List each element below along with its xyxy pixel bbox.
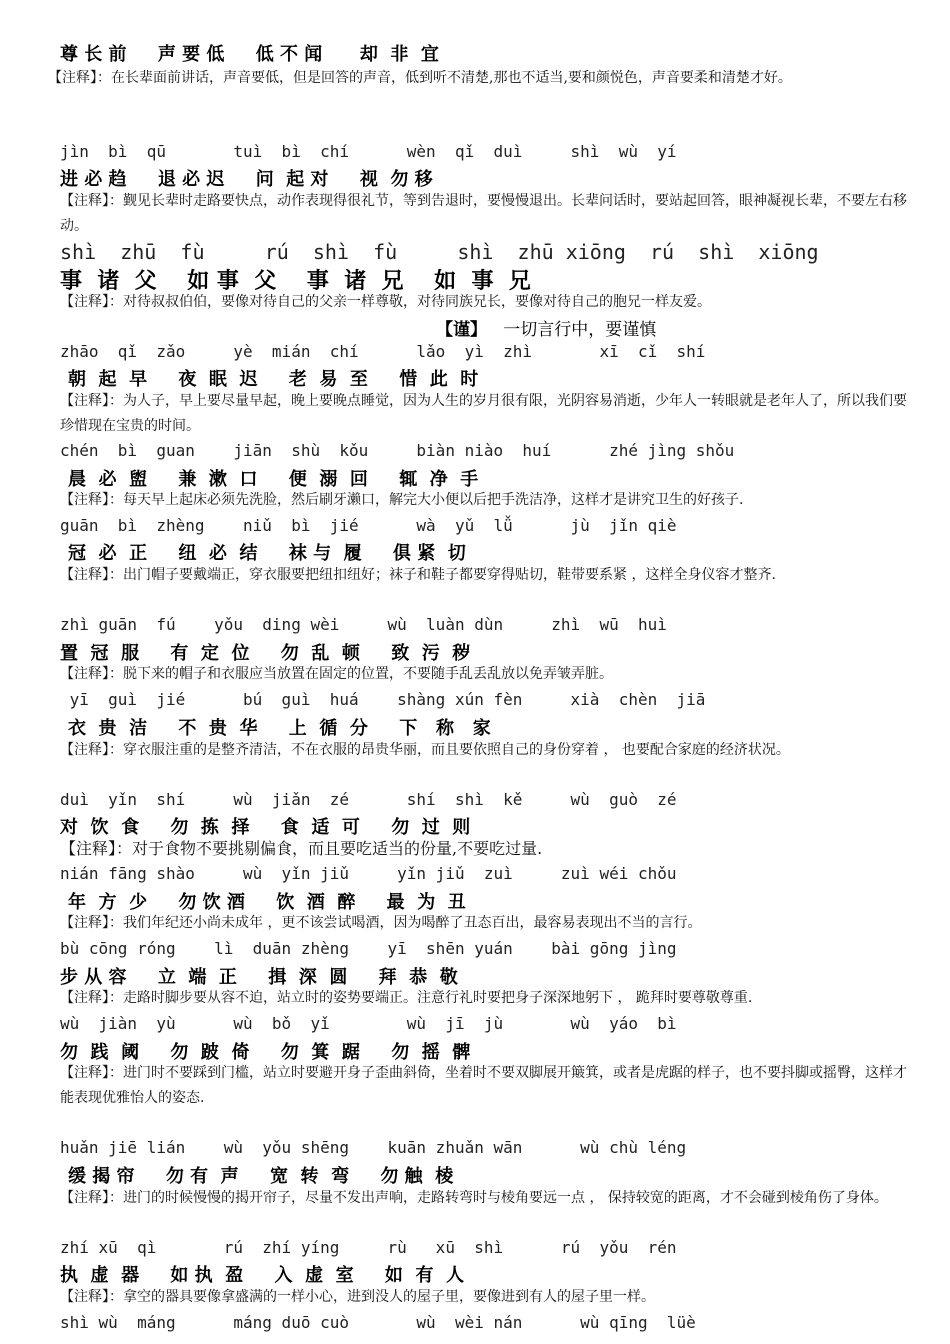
verse-hanzi-line: 尊 长 前 声 要 低 低 不 闻 却 非 宜 bbox=[60, 44, 439, 65]
section-heading-text: 一切言行中，要谨慎 bbox=[503, 320, 657, 340]
verse-pinyin-line: zhāo qǐ zǎo yè mián chí lǎo yì zhì xī cǐ shí bbox=[60, 342, 706, 361]
verse-hanzi-line: 步 从 容 立 端 正 揖 深 圆 拜 恭 敬 bbox=[60, 967, 458, 988]
annotation-text: 【注释】：进门时不要踩到门槛，站立时要避开身子歪曲斜倚，坐着时不要双脚展开簸箕，或者是虎踞的样子，也不要抖脚或摇臀，这样才能表现优雅怡人的姿态. bbox=[60, 1065, 907, 1106]
annotation-text: 【注释】：觐见长辈时走路要快点，动作表现得很礼节，等到告退时，要慢慢退出。长辈问话时，要站起回答，眼神凝视长辈，不要左右移动。 bbox=[60, 193, 907, 234]
verse-pinyin-line: zhì guān fú yǒu ding wèi wù luàn dùn zhì wū huì bbox=[60, 615, 667, 634]
verse-hanzi-line: 勿 践 阈 勿 跛 倚 勿 箕 踞 勿 摇 髀 bbox=[60, 1042, 471, 1063]
annotation-text: 【注释】：脱下来的帽子和衣服应当放置在固定的位置，不要随手乱丢乱放以免弄皱弄脏。 bbox=[60, 666, 613, 682]
annotation-text: 【注释】：走路时脚步要从容不迫，站立时的姿势要端正。注意行礼时要把身子深深地躬下 ， 跪拜时要尊敬尊重. bbox=[60, 990, 753, 1006]
annotation-text: 【注释】：为人子，早上要尽量早起，晚上要晚点睡觉，因为人生的岁月很有限，光阴容易消逝，少年人一转眼就是老年人了，所以我们要珍惜现在宝贵的时间。 bbox=[60, 393, 907, 434]
verse-pinyin-line: chén bì guan jiān shù kǒu biàn niào huí zhé jìng shǒu bbox=[60, 441, 735, 460]
verse-pinyin-line: nián fāng shào wù yǐn jiǔ yǐn jiǔ zuì zuì wéi chǒu bbox=[60, 864, 677, 883]
verse-pinyin-line: wù jiàn yù wù bǒ yǐ wù jī jù wù yáo bì bbox=[60, 1014, 677, 1033]
verse-hanzi-line: 进 必 趋 退 必 迟 问 起 对 视 勿 移 bbox=[60, 169, 433, 190]
verse-hanzi-line: 晨 必 盥 兼 漱 口 便 溺 回 辄 净 手 bbox=[68, 469, 479, 490]
verse-hanzi-line: 置 冠 服 有 定 位 勿 乱 顿 致 污 秽 bbox=[60, 643, 471, 664]
annotation-text: 【注释】：每天早上起床必须先洗脸，然后刷牙濑口，解完大小便以后把手洗洁净，这样才是讲究卫生的好孩子. bbox=[60, 492, 744, 508]
verse-hanzi-line: 执 虚 器 如 执 盈 入 虚 室 如 有 人 bbox=[60, 1265, 464, 1286]
verse-hanzi-line: 冠 必 正 纽 必 结 袜 与 履 俱 紧 切 bbox=[68, 543, 466, 564]
verse-pinyin-line: yī guì jié bú guì huá shàng xún fèn xià chèn jiā bbox=[60, 690, 706, 709]
verse-pinyin-line: guān bì zhèng niǔ bì jié wà yǔ lǚ jù jǐn qiè bbox=[60, 516, 677, 535]
annotation-text: 【注释】：我们年纪还小尚未成年 ，更不该尝试喝酒，因为喝醉了丑态百出，最容易表现出不当的言行。 bbox=[60, 915, 702, 931]
verse-pinyin-line: jìn bì qū tuì bì chí wèn qǐ duì shì wù yí bbox=[60, 142, 677, 161]
verse-hanzi-line: 年 方 少 勿 饮 酒 饮 酒 醉 最 为 丑 bbox=[68, 892, 466, 913]
annotation-text: 【注释】：对于食物不要挑剔偏食，而且要吃适当的份量,不要吃过量. bbox=[60, 839, 543, 858]
section-heading-label: 【谨】 bbox=[436, 320, 487, 340]
verse-pinyin-line: bù cōng róng lì duān zhèng yī shēn yuán bài gōng jìng bbox=[60, 939, 677, 958]
verse-hanzi-line: 对 饮 食 勿 拣 择 食 适 可 勿 过 则 bbox=[60, 817, 471, 838]
verse-pinyin-line: zhí xū qì rú zhí yíng rù xū shì rú yǒu rén bbox=[60, 1238, 677, 1257]
verse-hanzi-line: 事 诸 父 如 事 父 事 诸 兄 如 事 兄 bbox=[60, 269, 531, 294]
verse-hanzi-line: 缓 揭 帘 勿 有 声 宽 转 弯 勿 触 棱 bbox=[68, 1166, 454, 1187]
annotation-text: 【注释】：对待叔叔伯伯，要像对待自己的父亲一样尊敬，对待同族兄长，要像对待自己的胞兄一样友爱。 bbox=[60, 294, 711, 310]
annotation-text: 【注释】：穿衣服注重的是整齐清洁，不在衣服的昂贵华丽，而且要依照自己的身份穿着 ， 也要配合家庭的经济状况。 bbox=[60, 742, 790, 758]
verse-pinyin-line: huǎn jiē lián wù yǒu shēng kuān zhuǎn wān wù chù léng bbox=[60, 1138, 687, 1157]
verse-pinyin-line: duì yǐn shí wù jiǎn zé shí shì kě wù guò zé bbox=[60, 790, 677, 809]
section-heading bbox=[436, 315, 656, 340]
verse-pinyin-line: shì zhū fù rú shì fù shì zhū xiōng rú shì xiōng bbox=[60, 240, 819, 264]
annotation-text: 【注释】：出门帽子要戴端正，穿衣服要把纽扣纽好；袜子和鞋子都要穿得贴切，鞋带要系紧 ，这样全身仪容才整齐. bbox=[60, 567, 776, 583]
verse-hanzi-line: 朝 起 早 夜 眠 迟 老 易 至 惜 此 时 bbox=[68, 369, 479, 390]
annotation-text: 【注释】：在长辈面前讲话，声音要低，但是回答的声音，低到听不清楚,那也不适当,要和颜悦色，声音要柔和清楚才好。 bbox=[48, 70, 792, 86]
verse-pinyin-line: shì wù máng máng duō cuò wù wèi nán wù qīng lüè bbox=[60, 1313, 696, 1332]
verse-hanzi-line: 衣 贵 洁 不 贵 华 上 循 分 下 称 家 bbox=[68, 718, 491, 739]
annotation-text: 【注释】：进门的时候慢慢的揭开帘子，尽量不发出声响，走路转弯时与棱角要远一点 ， 保持较宽的距离，才不会碰到棱角伤了身体。 bbox=[60, 1190, 888, 1206]
annotation-text: 【注释】：拿空的器具要像拿盛满的一样小心，进到没人的屋子里，要像进到有人的屋子里一样。 bbox=[60, 1289, 655, 1305]
